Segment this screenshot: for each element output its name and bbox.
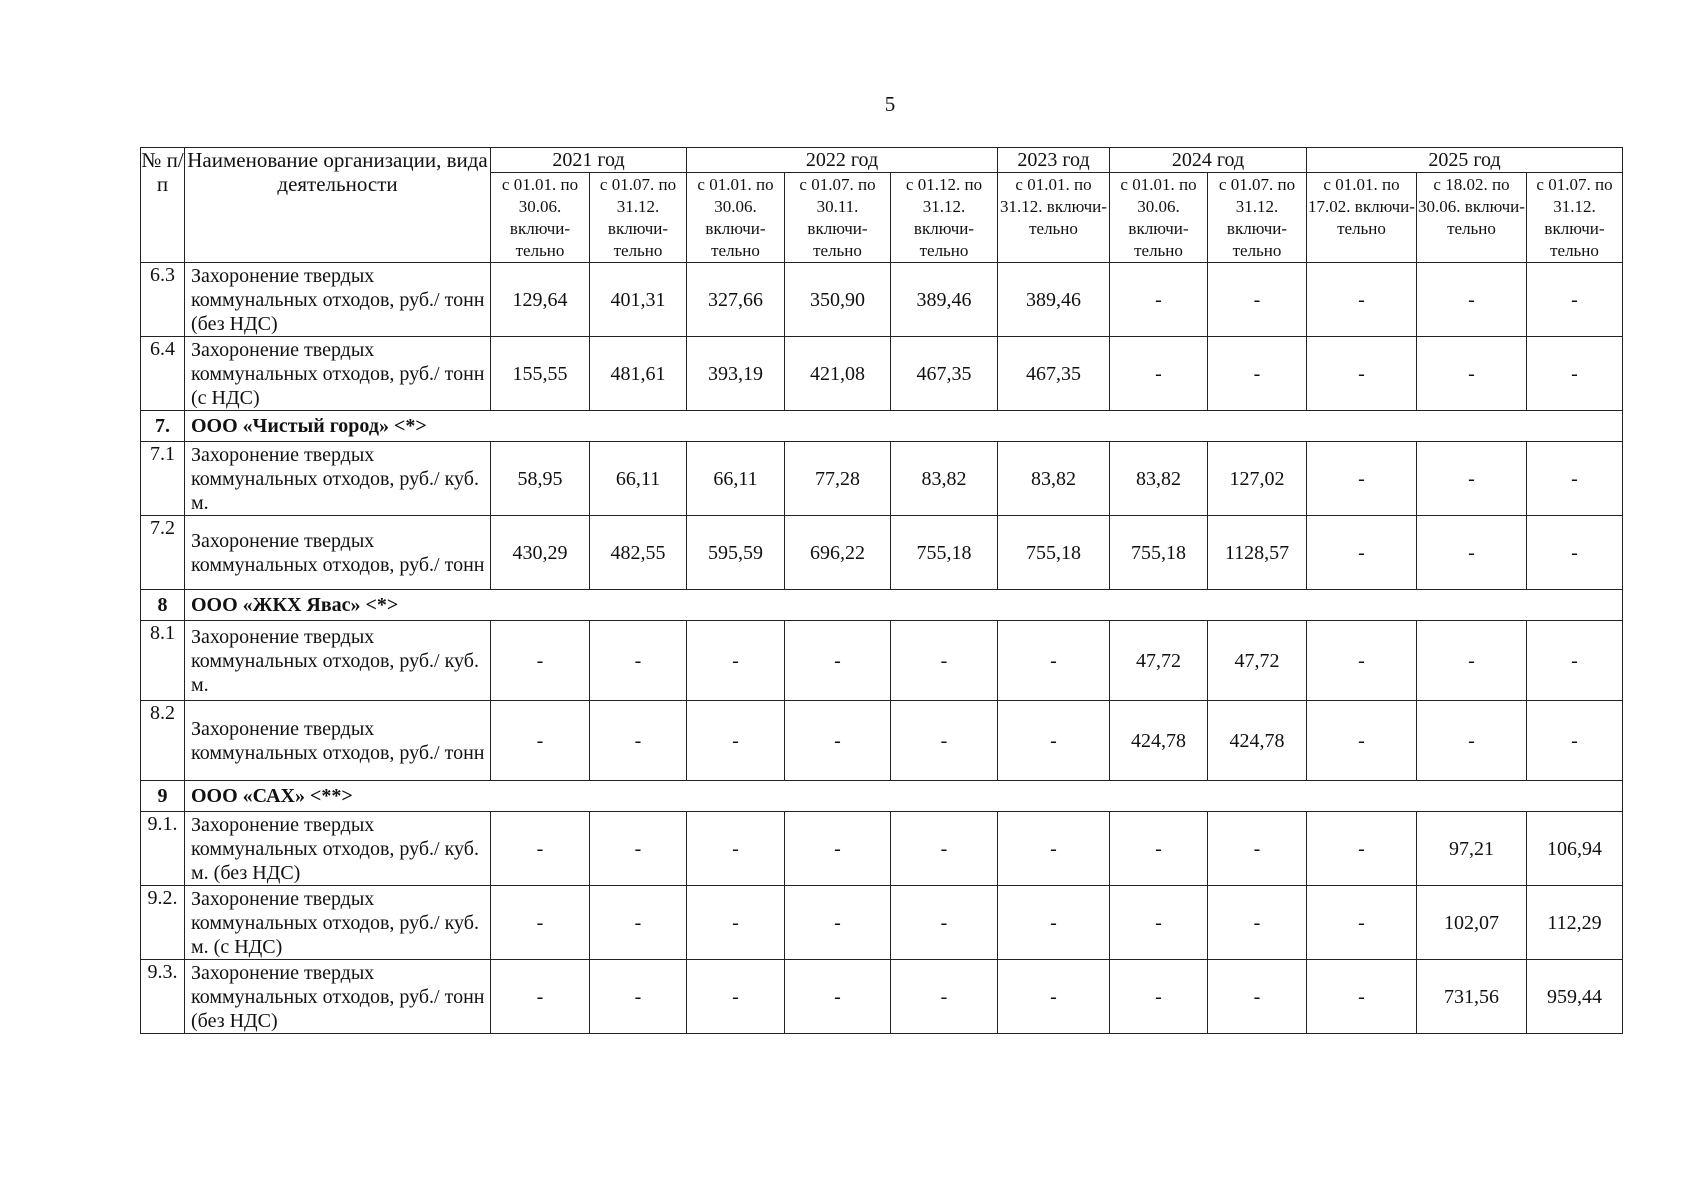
period-header: с 01.07. по 31.12. включи-тельно [1527, 173, 1623, 263]
tariff-value-cell: 327,66 [687, 263, 785, 337]
tariff-value-cell: 389,46 [998, 263, 1110, 337]
tariff-value-cell: - [998, 701, 1110, 781]
tariff-value-cell: - [687, 960, 785, 1034]
row-number: 6.3 [141, 263, 185, 337]
activity-name: Захоронение твердых коммунальных отходов, руб./ куб. м. (с НДС) [185, 886, 491, 960]
period-header: с 18.02. по 30.06. включи-тельно [1417, 173, 1527, 263]
tariff-value-cell: - [1307, 442, 1417, 516]
tariff-value-cell: - [590, 886, 687, 960]
section-row [141, 781, 1623, 812]
tariff-value-cell: - [1417, 442, 1527, 516]
tariff-value-cell: 755,18 [1110, 516, 1208, 590]
name-column-header: Наименование организации, вида деятельности [185, 148, 491, 263]
section-number: 9 [141, 781, 185, 812]
table-body [141, 263, 1623, 1034]
table-row [141, 886, 1623, 960]
row-number: 9.2. [141, 886, 185, 960]
tariff-table [140, 147, 1623, 1034]
section-row [141, 590, 1623, 621]
tariff-value-cell: - [1208, 337, 1307, 411]
tariff-value-cell: - [1208, 960, 1307, 1034]
tariff-value-cell: - [687, 621, 785, 701]
tariff-value-cell: - [1110, 812, 1208, 886]
table-row [141, 960, 1623, 1034]
section-organization-name: ООО «САХ» <**> [185, 781, 1623, 812]
tariff-value-cell: - [891, 886, 998, 960]
tariff-value-cell: 481,61 [590, 337, 687, 411]
tariff-value-cell: - [1208, 886, 1307, 960]
tariff-value-cell: - [1307, 516, 1417, 590]
table-row [141, 621, 1623, 701]
tariff-value-cell: 424,78 [1110, 701, 1208, 781]
tariff-value-cell: - [491, 621, 590, 701]
tariff-value-cell: 106,94 [1527, 812, 1623, 886]
tariff-value-cell: 401,31 [590, 263, 687, 337]
tariff-value-cell: - [687, 701, 785, 781]
activity-name: Захоронение твердых коммунальных отходов, руб./ тонн (без НДС) [185, 960, 491, 1034]
tariff-value-cell: - [1417, 621, 1527, 701]
tariff-value-cell: - [590, 960, 687, 1034]
activity-name: Захоронение твердых коммунальных отходов, руб./ тонн [185, 701, 491, 781]
section-number: 7. [141, 411, 185, 442]
activity-name: Захоронение твердых коммунальных отходов, руб./ тонн (с НДС) [185, 337, 491, 411]
tariff-value-cell: - [1527, 337, 1623, 411]
tariff-value-cell: 83,82 [1110, 442, 1208, 516]
activity-name: Захоронение твердых коммунальных отходов, руб./ куб. м. [185, 442, 491, 516]
row-number: 7.2 [141, 516, 185, 590]
table-row [141, 263, 1623, 337]
tariff-value-cell: 959,44 [1527, 960, 1623, 1034]
tariff-value-cell: - [1527, 263, 1623, 337]
tariff-value-cell: - [1527, 621, 1623, 701]
tariff-value-cell: 467,35 [998, 337, 1110, 411]
section-number: 8 [141, 590, 185, 621]
tariff-value-cell: - [785, 960, 891, 1034]
tariff-value-cell: 482,55 [590, 516, 687, 590]
year-header: 2023 год [998, 148, 1110, 173]
activity-name: Захоронение твердых коммунальных отходов, руб./ тонн (без НДС) [185, 263, 491, 337]
tariff-value-cell: - [1110, 263, 1208, 337]
tariff-value-cell: 696,22 [785, 516, 891, 590]
tariff-value-cell: 393,19 [687, 337, 785, 411]
tariff-value-cell: - [590, 621, 687, 701]
tariff-value-cell: 1128,57 [1208, 516, 1307, 590]
tariff-value-cell: - [1110, 886, 1208, 960]
tariff-value-cell: 47,72 [1208, 621, 1307, 701]
tariff-value-cell: - [785, 886, 891, 960]
tariff-value-cell: 66,11 [687, 442, 785, 516]
tariff-value-cell: 83,82 [891, 442, 998, 516]
period-header: с 01.07. по 30.11. включи-тельно [785, 173, 891, 263]
tariff-value-cell: - [1417, 263, 1527, 337]
year-header: 2024 год [1110, 148, 1307, 173]
activity-name: Захоронение твердых коммунальных отходов, руб./ куб. м. [185, 621, 491, 701]
section-organization-name: ООО «ЖКХ Явас» <*> [185, 590, 1623, 621]
row-number: 9.3. [141, 960, 185, 1034]
tariff-value-cell: 83,82 [998, 442, 1110, 516]
tariff-value-cell: 127,02 [1208, 442, 1307, 516]
table-row [141, 701, 1623, 781]
tariff-value-cell: 47,72 [1110, 621, 1208, 701]
row-number: 6.4 [141, 337, 185, 411]
tariff-value-cell: - [1110, 960, 1208, 1034]
period-header: с 01.07. по 31.12. включи-тельно [1208, 173, 1307, 263]
tariff-value-cell: - [1208, 812, 1307, 886]
tariff-value-cell: - [687, 886, 785, 960]
tariff-value-cell: - [1307, 960, 1417, 1034]
tariff-value-cell: - [590, 701, 687, 781]
tariff-value-cell: - [998, 621, 1110, 701]
tariff-value-cell: 66,11 [590, 442, 687, 516]
tariff-value-cell: - [1307, 337, 1417, 411]
row-number: 9.1. [141, 812, 185, 886]
tariff-value-cell: - [1307, 886, 1417, 960]
tariff-value-cell: - [1527, 516, 1623, 590]
tariff-value-cell: 97,21 [1417, 812, 1527, 886]
num-column-header: № п/п [141, 148, 185, 263]
table-row [141, 442, 1623, 516]
tariff-value-cell: 77,28 [785, 442, 891, 516]
tariff-value-cell: 102,07 [1417, 886, 1527, 960]
tariff-value-cell: 112,29 [1527, 886, 1623, 960]
year-header: 2021 год [491, 148, 687, 173]
tariff-value-cell: - [1307, 701, 1417, 781]
tariff-value-cell: 430,29 [491, 516, 590, 590]
header-row-years [141, 148, 1623, 173]
tariff-value-cell: - [891, 960, 998, 1034]
tariff-value-cell: - [1307, 621, 1417, 701]
tariff-value-cell: - [891, 812, 998, 886]
tariff-value-cell: - [1417, 701, 1527, 781]
tariff-value-cell: - [491, 886, 590, 960]
tariff-value-cell: 155,55 [491, 337, 590, 411]
tariff-value-cell: - [998, 886, 1110, 960]
tariff-value-cell: - [1527, 701, 1623, 781]
table-row [141, 516, 1623, 590]
row-number: 7.1 [141, 442, 185, 516]
tariff-value-cell: - [1417, 516, 1527, 590]
activity-name: Захоронение твердых коммунальных отходов, руб./ тонн [185, 516, 491, 590]
period-header: с 01.01. по 30.06. включи-тельно [687, 173, 785, 263]
period-header: с 01.01. по 30.06. включи-тельно [1110, 173, 1208, 263]
tariff-value-cell: - [590, 812, 687, 886]
tariff-value-cell: 58,95 [491, 442, 590, 516]
table-row [141, 812, 1623, 886]
tariff-value-cell: - [998, 960, 1110, 1034]
year-header: 2025 год [1307, 148, 1623, 173]
tariff-value-cell: - [491, 812, 590, 886]
tariff-value-cell: - [785, 812, 891, 886]
year-header: 2022 год [687, 148, 998, 173]
period-header: с 01.01. по 31.12. включи-тельно [998, 173, 1110, 263]
tariff-value-cell: - [1527, 442, 1623, 516]
tariff-value-cell: - [491, 701, 590, 781]
section-row [141, 411, 1623, 442]
tariff-value-cell: - [785, 701, 891, 781]
tariff-value-cell: - [687, 812, 785, 886]
tariff-value-cell: - [1307, 263, 1417, 337]
period-header: с 01.07. по 31.12. включи-тельно [590, 173, 687, 263]
tariff-value-cell: 424,78 [1208, 701, 1307, 781]
row-number: 8.2 [141, 701, 185, 781]
tariff-value-cell: 467,35 [891, 337, 998, 411]
tariff-value-cell: - [891, 701, 998, 781]
period-header: с 01.01. по 17.02. включи-тельно [1307, 173, 1417, 263]
tariff-value-cell: 595,59 [687, 516, 785, 590]
tariff-value-cell: 731,56 [1417, 960, 1527, 1034]
tariff-value-cell: - [1110, 337, 1208, 411]
page-number: 5 [884, 92, 896, 116]
activity-name: Захоронение твердых коммунальных отходов, руб./ куб. м. (без НДС) [185, 812, 491, 886]
tariff-value-cell: - [785, 621, 891, 701]
tariff-value-cell: 755,18 [998, 516, 1110, 590]
row-number: 8.1 [141, 621, 185, 701]
tariff-value-cell: - [1307, 812, 1417, 886]
period-header: с 01.01. по 30.06. включи-тельно [491, 173, 590, 263]
section-organization-name: ООО «Чистый город» <*> [185, 411, 1623, 442]
tariff-value-cell: - [998, 812, 1110, 886]
tariff-value-cell: 129,64 [491, 263, 590, 337]
period-header: с 01.12. по 31.12. включи-тельно [891, 173, 998, 263]
tariff-value-cell: - [891, 621, 998, 701]
tariff-value-cell: 421,08 [785, 337, 891, 411]
tariff-value-cell: 755,18 [891, 516, 998, 590]
tariff-value-cell: 389,46 [891, 263, 998, 337]
tariff-value-cell: - [1208, 263, 1307, 337]
tariff-value-cell: - [491, 960, 590, 1034]
tariff-value-cell: 350,90 [785, 263, 891, 337]
tariff-value-cell: - [1417, 337, 1527, 411]
table-row [141, 337, 1623, 411]
